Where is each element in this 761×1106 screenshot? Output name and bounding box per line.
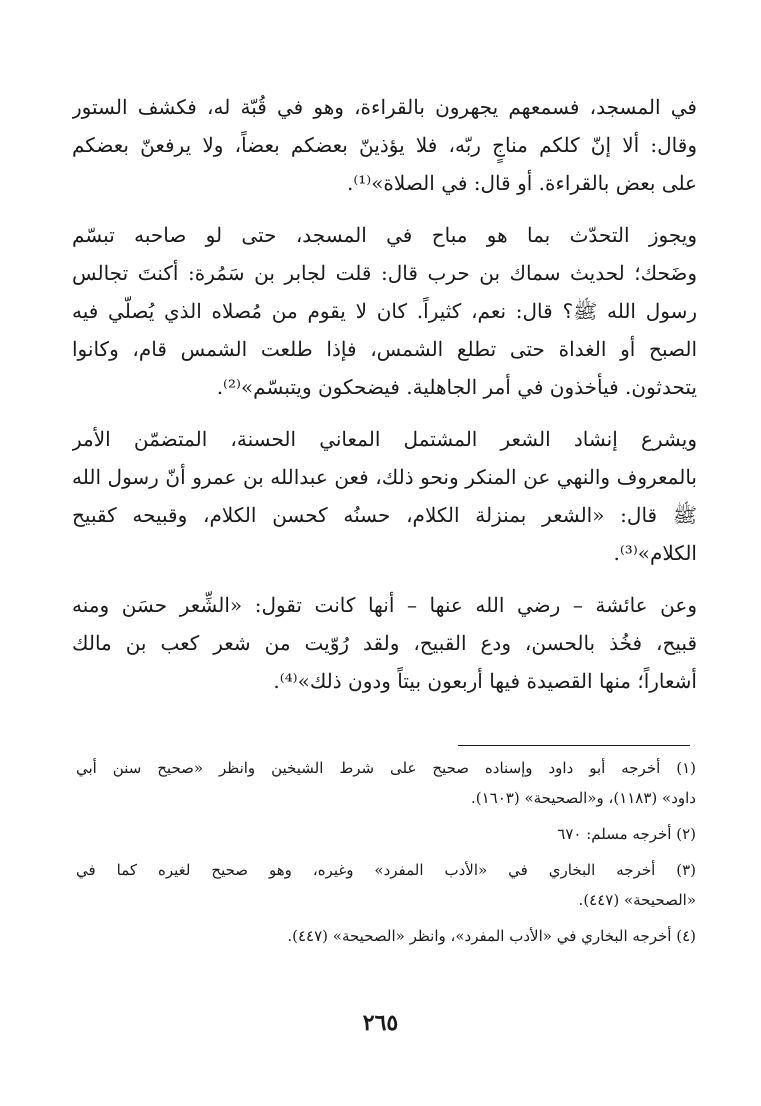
footnote-line: (٢) أخرجه مسلم: ٦٧٠ bbox=[557, 825, 696, 843]
text-line: وضَحك؛ لحديث سماك بن حرب قال: قلت لجابر بن سَمُرة: أكنتَ تجالس bbox=[72, 261, 697, 285]
footnote-4 bbox=[76, 921, 696, 951]
footnote-line: داود» (١١٨٣)، و«الصحيحة» (١٦٠٣). bbox=[470, 789, 696, 807]
text-line: رسول الله ﷺ؟ قال: نعم، كثيراً. كان لا يقوم من مُصلاه الذي يُصلّي فيه bbox=[72, 299, 697, 323]
paragraph-4 bbox=[72, 586, 697, 700]
text-line: ويشرع إنشاد الشعر المشتمل المعاني الحسنة، المتضمّن الأمر bbox=[72, 427, 697, 451]
text-line: يتحدثون. فيأخذون في أمر الجاهلية. فيضحكون ويتبسّم»⁽²⁾. bbox=[216, 375, 697, 399]
text-line: على بعض بالقراءة. أو قال: في الصلاة»⁽¹⁾. bbox=[346, 171, 697, 195]
text-line: الصبح أو الغداة حتى تطلع الشمس، فإذا طلعت الشمس قام، وكانوا bbox=[72, 337, 697, 361]
text-line: ويجوز التحدّث بما هو مباح في المسجد، حتى لو صاحبه تبسّم bbox=[72, 223, 697, 247]
text-line: ﷺ قال: «الشعر بمنزلة الكلام، حسنُه كحسن الكلام، وقبيحه كقبيح bbox=[72, 503, 697, 527]
text-line: وقال: ألا إنّ كلكم مناجٍ ربّه، فلا يؤذينّ بعضكم بعضاً، ولا يرفعنّ بعضكم bbox=[72, 133, 697, 157]
text-line: أشعاراً؛ منها القصيدة فيها أربعون بيتاً ودون ذلك»⁽⁴⁾. bbox=[273, 669, 697, 693]
footnote-separator bbox=[458, 745, 690, 746]
footnote-line: (١) أخرجه أبو داود وإسناده صحيح على شرط الشيخين وانظر «صحيح سنن أبي bbox=[76, 759, 696, 777]
text-line: قبيح، فخُذ بالحسن، ودع القبيح، ولقد رُوّيت من شعر كعب بن مالك bbox=[72, 631, 697, 655]
main-text bbox=[72, 88, 697, 714]
paragraph-1 bbox=[72, 88, 697, 202]
text-line: في المسجد، فسمعهم يجهرون بالقراءة، وهو في قُبّة له، فكشف الستور bbox=[72, 95, 697, 119]
footnotes bbox=[76, 753, 696, 957]
footnote-2 bbox=[76, 819, 696, 849]
text-line: الكلام»⁽³⁾. bbox=[613, 541, 697, 565]
text-line: وعن عائشة – رضي الله عنها – أنها كانت تقول: «الشِّعر حسَن ومنه bbox=[72, 593, 697, 617]
paragraph-3 bbox=[72, 420, 697, 572]
footnote-3 bbox=[76, 855, 696, 915]
footnote-1 bbox=[76, 753, 696, 813]
footnote-line: «الصحيحة» (٤٤٧). bbox=[578, 891, 696, 909]
text-line: بالمعروف والنهي عن المنكر ونحو ذلك، فعن عبدالله بن عمرو أنّ رسول الله bbox=[72, 465, 697, 489]
paragraph-2 bbox=[72, 216, 697, 406]
footnote-line: (٤) أخرجه البخاري في «الأدب المفرد»، وانظر «الصحيحة» (٤٤٧). bbox=[287, 927, 696, 945]
footnote-line: (٣) أخرجه البخاري في «الأدب المفرد» وغيره، وهو صحيح لغيره كما في bbox=[76, 861, 696, 879]
page-number: ٢٦٥ bbox=[362, 1010, 399, 1036]
